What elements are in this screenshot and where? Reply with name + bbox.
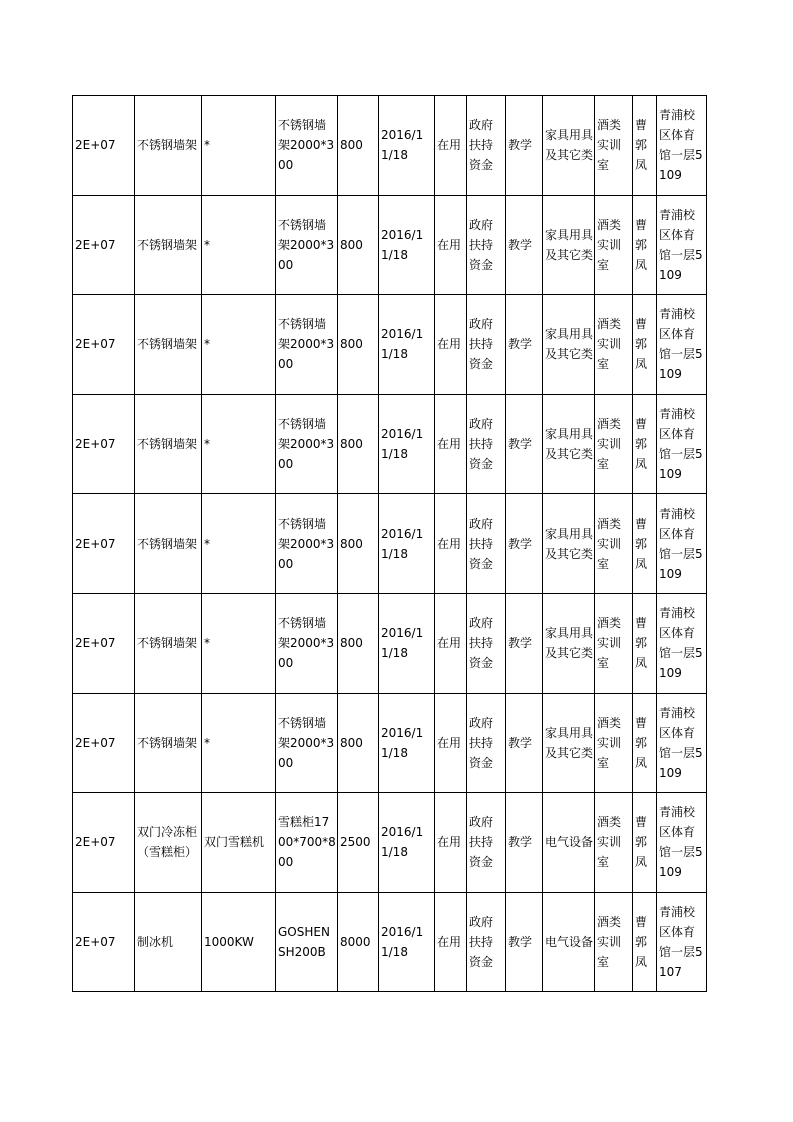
model-text: *: [204, 237, 210, 252]
table-body: [73, 96, 707, 992]
price-text: 2500: [340, 835, 371, 850]
dept-text: 酒类实训室: [597, 217, 622, 272]
category-text: 家具用具及其它类: [545, 227, 594, 262]
keeper-cell: [633, 195, 657, 295]
location-text: 青浦校区体育馆一层5109: [659, 108, 703, 183]
model-cell: [202, 494, 276, 594]
asset-code-cell: [73, 793, 135, 893]
location-cell: [657, 793, 707, 893]
category-text: 电气设备: [545, 835, 594, 850]
price-text: 800: [340, 138, 363, 153]
status-cell: [435, 295, 467, 395]
usage-cell: [506, 494, 543, 594]
category-cell: [543, 494, 595, 594]
spec-text: 不锈钢墙架2000*300: [278, 616, 335, 671]
name-text: 不锈钢墙架: [137, 437, 198, 452]
keeper-cell: [633, 892, 657, 992]
usage-cell: [506, 96, 543, 196]
model-cell: [202, 892, 276, 992]
price-text: 800: [340, 437, 363, 452]
table-row: [73, 494, 707, 594]
location-text: 青浦校区体育馆一层5109: [659, 606, 703, 681]
model-cell: [202, 693, 276, 793]
status-text: 在用: [437, 138, 462, 153]
price-cell: [338, 793, 379, 893]
model-text: *: [204, 337, 210, 352]
date-cell: [379, 892, 435, 992]
code-text: 2E+07: [75, 536, 116, 551]
status-cell: [435, 892, 467, 992]
name-text: 不锈钢墙架: [137, 536, 198, 551]
date-cell: [379, 494, 435, 594]
price-cell: [338, 593, 379, 693]
code-text: 2E+07: [75, 337, 116, 352]
code-text: 2E+07: [75, 835, 116, 850]
department-cell: [595, 793, 633, 893]
fund-text: 政府扶持资金: [469, 915, 494, 970]
name-text: 不锈钢墙架: [137, 735, 198, 750]
keeper-cell: [633, 96, 657, 196]
category-cell: [543, 793, 595, 893]
price-cell: [338, 693, 379, 793]
price-cell: [338, 96, 379, 196]
category-text: 家具用具及其它类: [545, 128, 594, 163]
table-row: [73, 793, 707, 893]
table-row: [73, 892, 707, 992]
status-cell: [435, 494, 467, 594]
code-text: 2E+07: [75, 437, 116, 452]
dept-text: 酒类实训室: [597, 317, 622, 372]
model-text: *: [204, 735, 210, 750]
asset-name-cell: [135, 195, 202, 295]
status-text: 在用: [437, 337, 462, 352]
asset-table: [72, 95, 707, 992]
fund-source-cell: [467, 295, 506, 395]
status-cell: [435, 96, 467, 196]
spec-text: 不锈钢墙架2000*300: [278, 417, 335, 472]
keeper-cell: [633, 494, 657, 594]
model-text: *: [204, 437, 210, 452]
spec-cell: [276, 494, 338, 594]
date-text: 2016/11/18: [381, 327, 424, 362]
keeper-text: 曹郭凤: [635, 815, 648, 870]
fund-source-cell: [467, 394, 506, 494]
keeper-text: 曹郭凤: [635, 516, 648, 571]
asset-code-cell: [73, 96, 135, 196]
name-text: 不锈钢墙架: [137, 636, 198, 651]
usage-text: 教学: [508, 437, 533, 452]
spec-cell: [276, 295, 338, 395]
fund-text: 政府扶持资金: [469, 417, 494, 472]
dept-text: 酒类实训室: [597, 616, 622, 671]
category-text: 家具用具及其它类: [545, 526, 594, 561]
department-cell: [595, 593, 633, 693]
spec-text: 不锈钢墙架2000*300: [278, 317, 335, 372]
category-text: 家具用具及其它类: [545, 725, 594, 760]
category-text: 家具用具及其它类: [545, 427, 594, 462]
usage-text: 教学: [508, 138, 533, 153]
keeper-cell: [633, 394, 657, 494]
asset-code-cell: [73, 693, 135, 793]
price-cell: [338, 494, 379, 594]
status-cell: [435, 793, 467, 893]
keeper-text: 曹郭凤: [635, 118, 648, 173]
date-text: 2016/11/18: [381, 526, 424, 561]
department-cell: [595, 394, 633, 494]
location-cell: [657, 494, 707, 594]
price-text: 800: [340, 536, 363, 551]
date-text: 2016/11/18: [381, 825, 424, 860]
name-text: 不锈钢墙架: [137, 138, 198, 153]
department-cell: [595, 295, 633, 395]
location-cell: [657, 892, 707, 992]
category-cell: [543, 96, 595, 196]
spec-text: 不锈钢墙架2000*300: [278, 715, 335, 770]
category-cell: [543, 195, 595, 295]
date-cell: [379, 793, 435, 893]
model-text: *: [204, 636, 210, 651]
asset-name-cell: [135, 693, 202, 793]
asset-code-cell: [73, 295, 135, 395]
usage-text: 教学: [508, 237, 533, 252]
price-cell: [338, 394, 379, 494]
usage-cell: [506, 295, 543, 395]
usage-text: 教学: [508, 536, 533, 551]
date-cell: [379, 295, 435, 395]
date-cell: [379, 96, 435, 196]
price-cell: [338, 892, 379, 992]
price-text: 8000: [340, 935, 371, 950]
code-text: 2E+07: [75, 237, 116, 252]
spec-cell: [276, 593, 338, 693]
location-cell: [657, 96, 707, 196]
price-text: 800: [340, 735, 363, 750]
spec-cell: [276, 195, 338, 295]
fund-source-cell: [467, 892, 506, 992]
keeper-cell: [633, 593, 657, 693]
location-cell: [657, 295, 707, 395]
category-cell: [543, 693, 595, 793]
model-cell: [202, 793, 276, 893]
department-cell: [595, 195, 633, 295]
status-cell: [435, 593, 467, 693]
category-cell: [543, 593, 595, 693]
keeper-text: 曹郭凤: [635, 417, 648, 472]
location-cell: [657, 195, 707, 295]
department-cell: [595, 892, 633, 992]
model-text: 双门雪糕机: [204, 835, 265, 850]
location-cell: [657, 693, 707, 793]
fund-text: 政府扶持资金: [469, 317, 494, 372]
asset-name-cell: [135, 394, 202, 494]
location-text: 青浦校区体育馆一层5107: [659, 905, 703, 980]
dept-text: 酒类实训室: [597, 118, 622, 173]
asset-code-cell: [73, 394, 135, 494]
location-text: 青浦校区体育馆一层5109: [659, 307, 703, 382]
dept-text: 酒类实训室: [597, 715, 622, 770]
usage-cell: [506, 593, 543, 693]
price-cell: [338, 295, 379, 395]
usage-cell: [506, 793, 543, 893]
date-text: 2016/11/18: [381, 925, 424, 960]
keeper-text: 曹郭凤: [635, 217, 648, 272]
spec-cell: [276, 96, 338, 196]
category-cell: [543, 892, 595, 992]
fund-source-cell: [467, 593, 506, 693]
fund-source-cell: [467, 793, 506, 893]
model-text: *: [204, 536, 210, 551]
model-cell: [202, 96, 276, 196]
name-text: 不锈钢墙架: [137, 337, 198, 352]
price-cell: [338, 195, 379, 295]
keeper-cell: [633, 295, 657, 395]
code-text: 2E+07: [75, 935, 116, 950]
status-text: 在用: [437, 437, 462, 452]
spec-cell: [276, 892, 338, 992]
name-text: 双门冷冻柜（雪糕柜）: [137, 825, 198, 860]
status-text: 在用: [437, 835, 462, 850]
date-cell: [379, 593, 435, 693]
department-cell: [595, 693, 633, 793]
asset-name-cell: [135, 295, 202, 395]
code-text: 2E+07: [75, 138, 116, 153]
asset-code-cell: [73, 593, 135, 693]
fund-source-cell: [467, 494, 506, 594]
status-text: 在用: [437, 636, 462, 651]
usage-cell: [506, 892, 543, 992]
category-text: 家具用具及其它类: [545, 327, 594, 362]
status-text: 在用: [437, 935, 462, 950]
table-row: [73, 195, 707, 295]
status-text: 在用: [437, 536, 462, 551]
model-cell: [202, 394, 276, 494]
keeper-cell: [633, 693, 657, 793]
date-text: 2016/11/18: [381, 227, 424, 262]
spec-cell: [276, 793, 338, 893]
date-text: 2016/11/18: [381, 725, 424, 760]
keeper-text: 曹郭凤: [635, 616, 648, 671]
date-text: 2016/11/18: [381, 128, 424, 163]
usage-text: 教学: [508, 935, 533, 950]
location-cell: [657, 593, 707, 693]
asset-name-cell: [135, 593, 202, 693]
asset-name-cell: [135, 494, 202, 594]
spec-cell: [276, 394, 338, 494]
location-text: 青浦校区体育馆一层5109: [659, 506, 703, 581]
model-text: 1000KW: [204, 935, 254, 950]
usage-cell: [506, 394, 543, 494]
spec-text: 不锈钢墙架2000*300: [278, 118, 335, 173]
department-cell: [595, 96, 633, 196]
dept-text: 酒类实训室: [597, 417, 622, 472]
date-cell: [379, 195, 435, 295]
usage-text: 教学: [508, 337, 533, 352]
keeper-text: 曹郭凤: [635, 317, 648, 372]
code-text: 2E+07: [75, 636, 116, 651]
price-text: 800: [340, 636, 363, 651]
asset-name-cell: [135, 793, 202, 893]
price-text: 800: [340, 237, 363, 252]
table-row: [73, 96, 707, 196]
category-text: 家具用具及其它类: [545, 626, 594, 661]
date-cell: [379, 693, 435, 793]
location-text: 青浦校区体育馆一层5109: [659, 805, 703, 880]
model-cell: [202, 195, 276, 295]
dept-text: 酒类实训室: [597, 915, 622, 970]
dept-text: 酒类实训室: [597, 516, 622, 571]
table-row: [73, 394, 707, 494]
date-cell: [379, 394, 435, 494]
date-text: 2016/11/18: [381, 427, 424, 462]
spec-text: 不锈钢墙架2000*300: [278, 516, 335, 571]
spec-text: GOSHENSH200B: [278, 925, 330, 960]
asset-code-cell: [73, 892, 135, 992]
status-text: 在用: [437, 735, 462, 750]
fund-source-cell: [467, 693, 506, 793]
status-cell: [435, 195, 467, 295]
status-cell: [435, 394, 467, 494]
fund-text: 政府扶持资金: [469, 715, 494, 770]
keeper-text: 曹郭凤: [635, 915, 648, 970]
date-text: 2016/11/18: [381, 626, 424, 661]
status-text: 在用: [437, 237, 462, 252]
spec-text: 雪糕柜1700*700*800: [278, 815, 336, 870]
asset-name-cell: [135, 96, 202, 196]
model-cell: [202, 295, 276, 395]
dept-text: 酒类实训室: [597, 815, 622, 870]
fund-source-cell: [467, 96, 506, 196]
keeper-text: 曹郭凤: [635, 715, 648, 770]
usage-cell: [506, 195, 543, 295]
model-text: *: [204, 138, 210, 153]
name-text: 不锈钢墙架: [137, 237, 198, 252]
usage-text: 教学: [508, 735, 533, 750]
location-text: 青浦校区体育馆一层5109: [659, 705, 703, 780]
code-text: 2E+07: [75, 735, 116, 750]
table-row: [73, 693, 707, 793]
status-cell: [435, 693, 467, 793]
usage-text: 教学: [508, 636, 533, 651]
fund-text: 政府扶持资金: [469, 516, 494, 571]
table-row: [73, 295, 707, 395]
name-text: 制冰机: [137, 935, 174, 950]
category-cell: [543, 295, 595, 395]
fund-text: 政府扶持资金: [469, 118, 494, 173]
fund-text: 政府扶持资金: [469, 815, 494, 870]
fund-text: 政府扶持资金: [469, 217, 494, 272]
location-text: 青浦校区体育馆一层5109: [659, 207, 703, 282]
usage-cell: [506, 693, 543, 793]
model-cell: [202, 593, 276, 693]
category-cell: [543, 394, 595, 494]
spec-cell: [276, 693, 338, 793]
price-text: 800: [340, 337, 363, 352]
fund-source-cell: [467, 195, 506, 295]
usage-text: 教学: [508, 835, 533, 850]
keeper-cell: [633, 793, 657, 893]
department-cell: [595, 494, 633, 594]
asset-code-cell: [73, 195, 135, 295]
asset-name-cell: [135, 892, 202, 992]
location-cell: [657, 394, 707, 494]
asset-code-cell: [73, 494, 135, 594]
fund-text: 政府扶持资金: [469, 616, 494, 671]
location-text: 青浦校区体育馆一层5109: [659, 407, 703, 482]
category-text: 电气设备: [545, 935, 594, 950]
spec-text: 不锈钢墙架2000*300: [278, 217, 335, 272]
table-row: [73, 593, 707, 693]
